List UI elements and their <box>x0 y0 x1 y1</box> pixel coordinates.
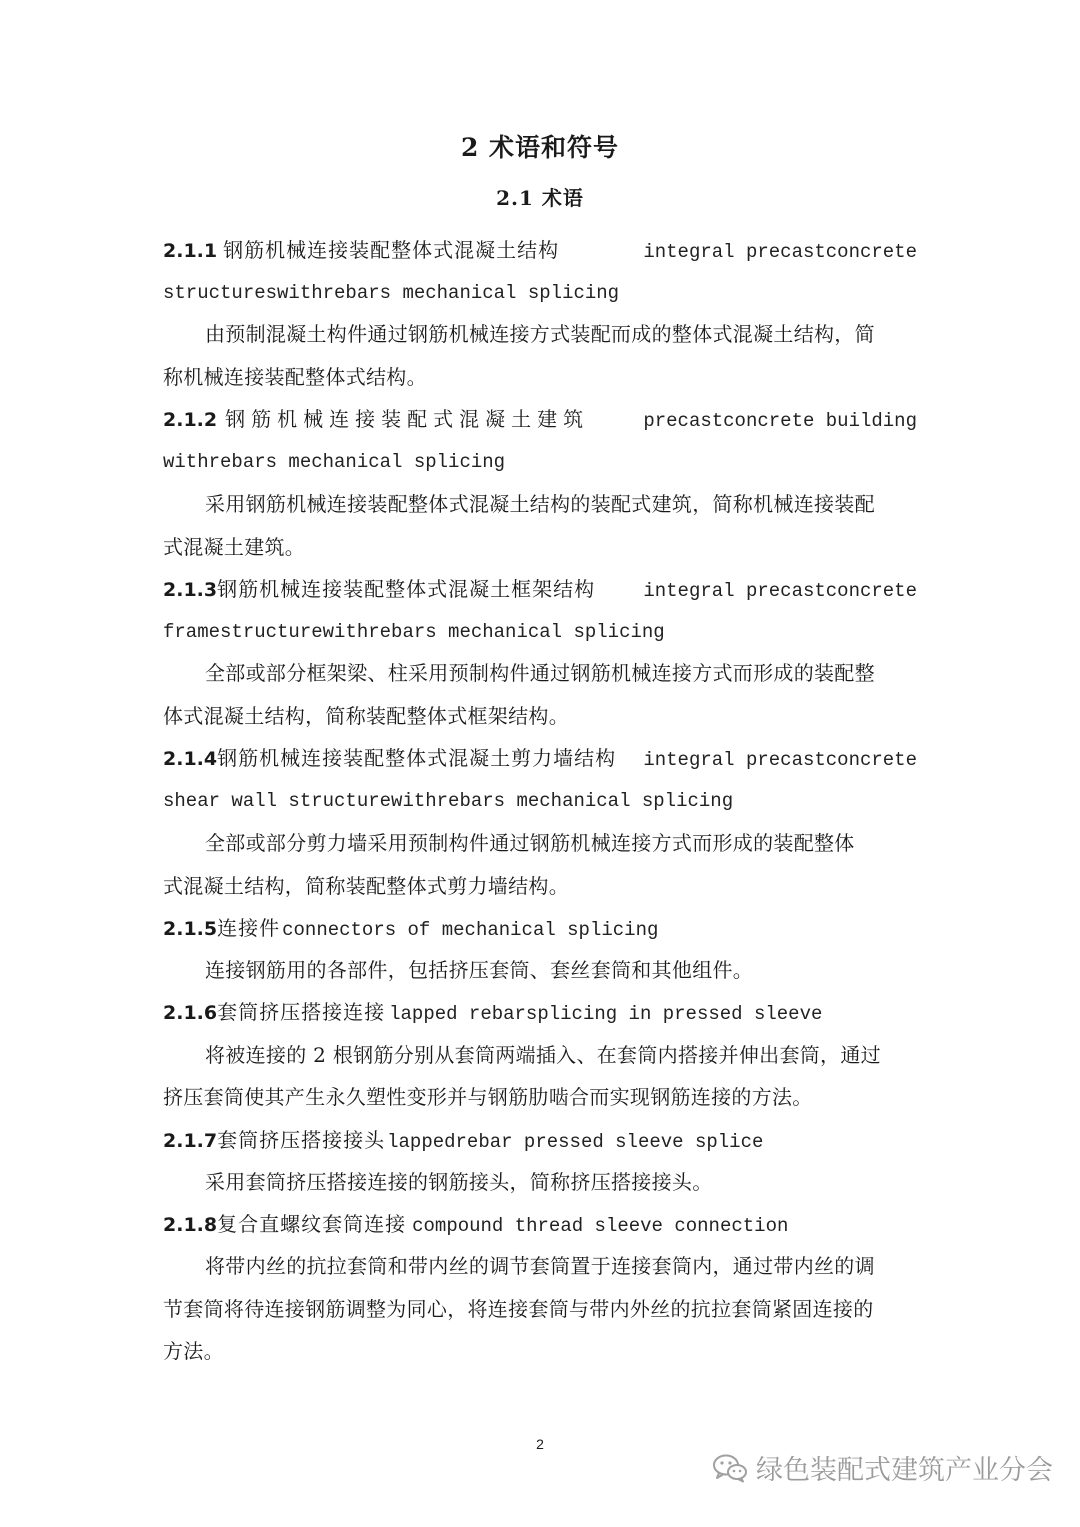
term-english-continued: withrebars mechanical splicing <box>163 451 506 473</box>
term-number: 2.1.3 <box>163 579 218 601</box>
term-number: 2.1.7 <box>163 1130 218 1152</box>
term-number: 2.1.1 <box>163 240 218 262</box>
term-english-continued: shear wall structurewithrebars mechanical splicing <box>163 790 734 812</box>
term-definition-continued: 挤压套筒使其产生永久塑性变形并与钢筋肋啮合而实现钢筋连接的方法。 <box>163 1085 813 1109</box>
term-definition: 连接钢筋用的各部件，包括挤压套筒、套丝套筒和其他组件。 <box>205 958 754 982</box>
term-definition-continued: 方法。 <box>163 1339 224 1363</box>
term-chinese: 钢筋机械连接装配整体式混凝土框架结构 <box>217 577 596 601</box>
term-heading-2-1-1 <box>163 236 917 266</box>
term-english: precastconcrete building <box>643 410 917 432</box>
term-heading-2-1-7 <box>163 1126 917 1156</box>
term-english: integral precastconcrete <box>643 580 917 602</box>
term-number: 2.1.6 <box>163 1002 218 1024</box>
watermark-text: 绿色装配式建筑产业分会 <box>756 1455 1053 1486</box>
term-chinese: 钢筋机械连接装配整体式混凝土剪力墙结构 <box>217 746 617 770</box>
wechat-icon <box>712 1453 748 1483</box>
term-english: compound thread sleeve connection <box>412 1215 789 1237</box>
term-definition: 全部或部分剪力墙采用预制构件通过钢筋机械连接方式而形成的装配整体 <box>205 831 855 855</box>
term-heading-2-1-6 <box>163 998 917 1028</box>
term-definition-continued: 节套筒将待连接钢筋调整为同心，将连接套筒与带内外丝的抗拉套筒紧固连接的 <box>163 1297 874 1321</box>
term-chinese: 套筒挤压搭接连接 <box>217 1000 386 1024</box>
term-chinese: 钢筋机械连接装配式混凝土建筑 <box>225 407 590 431</box>
term-definition: 将带内丝的抗拉套筒和带内丝的调节套筒置于连接套筒内，通过带内丝的调 <box>205 1254 875 1278</box>
section-title: 2.1 术语 <box>496 186 584 210</box>
term-definition: 由预制混凝土构件通过钢筋机械连接方式装配而成的整体式混凝土结构，简 <box>205 322 875 346</box>
term-chinese: 套筒挤压搭接接头 <box>217 1128 386 1152</box>
term-definition-continued: 称机械连接装配整体式结构。 <box>163 365 427 389</box>
term-number: 2.1.2 <box>163 409 218 431</box>
term-chinese: 钢筋机械连接装配整体式混凝土结构 <box>223 238 560 262</box>
term-definition: 全部或部分框架梁、柱采用预制构件通过钢筋机械连接方式而形成的装配整 <box>205 661 875 685</box>
term-english: connectors of mechanical splicing <box>282 919 659 941</box>
term-definition-continued: 式混凝土建筑。 <box>163 535 306 559</box>
term-definition: 将被连接的 2 根钢筋分别从套筒两端插入、在套筒内搭接并伸出套筒，通过 <box>205 1043 881 1067</box>
term-heading-2-1-5 <box>163 914 917 944</box>
term-english: integral precastconcrete <box>643 749 917 771</box>
term-heading-2-1-8 <box>163 1210 917 1240</box>
term-english-continued: framestructurewithrebars mechanical splicing <box>163 621 665 643</box>
term-english-continued: structureswithrebars mechanical splicing <box>163 282 620 304</box>
term-definition: 采用钢筋机械连接装配整体式混凝土结构的装配式建筑，简称机械连接装配 <box>205 492 875 516</box>
term-english: lapped rebarsplicing in pressed sleeve <box>389 1003 823 1025</box>
chapter-title: 2 术语和符号 <box>460 133 620 162</box>
term-english: integral precastconcrete <box>643 241 917 263</box>
term-chinese: 连接件 <box>217 916 281 940</box>
term-definition-continued: 式混凝土结构，简称装配整体式剪力墙结构。 <box>163 874 569 898</box>
term-english: lappedrebar pressed sleeve splice <box>387 1131 764 1153</box>
term-chinese: 复合直螺纹套筒连接 <box>217 1212 407 1236</box>
page-number: 2 <box>536 1436 544 1452</box>
term-heading-2-1-3 <box>163 575 917 605</box>
term-number: 2.1.8 <box>163 1214 218 1236</box>
watermark <box>712 1448 1053 1487</box>
term-heading-2-1-4 <box>163 744 917 774</box>
term-definition: 采用套筒挤压搭接连接的钢筋接头，简称挤压搭接接头。 <box>205 1170 713 1194</box>
term-number: 2.1.4 <box>163 748 218 770</box>
term-definition-continued: 体式混凝土结构，简称装配整体式框架结构。 <box>163 704 569 728</box>
term-heading-2-1-2 <box>163 405 917 435</box>
term-number: 2.1.5 <box>163 918 218 940</box>
